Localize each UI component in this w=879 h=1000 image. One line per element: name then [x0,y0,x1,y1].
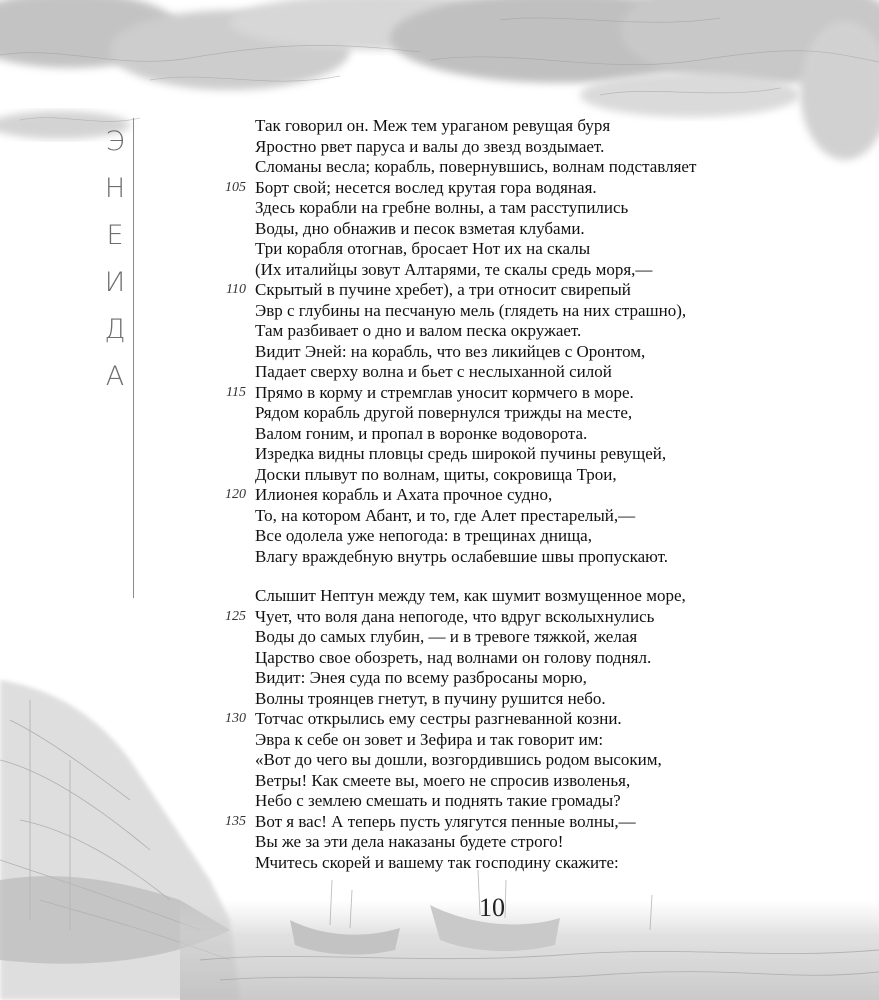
verse-line-text: Валом гоним, и пропал в воронке водоворота. [255,423,588,443]
verse-line [0,526,879,547]
verse-line [0,485,879,506]
verse-line [0,547,879,568]
verse-line-text: Рядом корабль другой повернулся трижды на месте, [255,403,633,422]
verse-line [0,730,879,751]
verse-line-text: Яростно рвет паруса и валы до звезд воздымает. [255,136,605,156]
verse-line [0,137,879,158]
verse-line-text: Волны троянцев гнетут, в пучину рушится небо. [255,688,606,708]
verse-line [0,627,879,648]
verse-line [0,301,879,322]
verse-line-text: Вот я вас! А теперь пусть улягутся пенные волны,— [255,811,636,831]
verse-line-text: Илионея корабль и Ахата прочное судно, [255,485,553,504]
running-title-letter: Е [106,220,124,251]
verse-line [0,791,879,812]
verse-line [0,668,879,689]
verse-line-text: Слышит Нептун между тем, как шумит возмущенное море, [255,586,686,605]
verse-line [0,321,879,342]
verse-line-text: Скрытый в пучине хребет), а три относит свирепый [255,280,631,299]
verse-line [0,832,879,853]
verse-line [0,157,879,178]
line-number: 130 [225,711,246,726]
running-title-letter: И [104,267,126,298]
verse-line [0,383,879,404]
verse-line [0,607,879,628]
verse-line [0,771,879,792]
line-number: 125 [225,608,246,624]
verse-line-text: Тотчас открылись ему сестры разгневанной козни. [255,709,622,728]
verse-line-text: Все одолела уже непогода: в трещинах днища, [255,526,592,545]
verse-line-text: Изредка видны пловцы средь широкой пучины ревущей, [255,444,667,463]
verse-line-text: Эвра к себе он зовет и Зефира и так говорит им: [255,729,604,749]
verse-line [0,586,879,607]
verse-line [0,260,879,281]
verse-line-text: Здесь корабли на гребне волны, а там расступились [255,198,629,217]
verse-line [0,116,879,137]
verse-text [0,116,879,873]
verse-line [0,342,879,363]
verse-line [0,709,879,730]
verse-line-text: Влагу враждебную внутрь ослабевшие швы пропускают. [255,546,668,566]
running-title-letter: Э [105,126,125,157]
verse-line [0,853,879,874]
verse-line-text: Видит: Энея суда по всему разбросаны морю, [255,668,587,687]
verse-line-text: Три корабля отогнав, бросает Нот их на скалы [255,239,591,258]
sea-boats [180,870,879,1000]
verse-line [0,198,879,219]
verse-line-text: Так говорил он. Меж тем ураганом ревущая буря [255,116,611,135]
verse-line [0,219,879,240]
verse-line-text: Вы же за эти дела наказаны будете строго! [255,832,564,851]
verse-line [0,362,879,383]
verse-line [0,750,879,771]
verse-line [0,424,879,445]
verse-line-text: То, на котором Абант, и то, где Алет престарелый,— [255,505,636,525]
verse-line [0,689,879,710]
line-number: 120 [225,487,246,502]
verse-line [0,648,879,669]
running-title-letter: А [105,361,125,392]
verse-line-text: Прямо в корму и стремглав уносит кормчего в море. [255,382,634,402]
verse-line-text: Воды, дно обнажив и песок взметая клубами. [255,218,585,238]
line-number: 105 [225,179,246,195]
verse-line-text: Чует, что воля дана непогоде, что вдруг всколыхнулись [255,606,655,626]
line-number: 110 [226,282,246,297]
verse-line [0,239,879,260]
running-title-letter: Н [104,173,126,204]
verse-line-text: Мчитесь скорей и вашему так господину скажите: [255,852,619,872]
verse-line [0,812,879,833]
verse-line [0,178,879,199]
page-number: 10 [479,893,505,922]
verse-line-text: Небо с землею смешать и поднять такие громады? [255,791,621,810]
running-title-letter: Д [104,314,126,345]
verse-line-text: Сломаны весла; корабль, повернувшись, волнам подставляет [255,157,697,176]
verse-line-text: Ветры! Как смеете вы, моего не спросив изволенья, [255,770,631,790]
verse-line-text: Воды до самых глубин, — и в тревоге тяжкой, желая [255,627,638,646]
verse-line-text: «Вот до чего вы дошли, возгордившись родом высоким, [255,750,662,769]
verse-line [0,465,879,486]
verse-line-text: Царство свое обозреть, над волнами он голову поднял. [255,647,652,667]
line-number: 115 [226,384,246,400]
verse-line-text: Эвр с глубины на песчаную мель (глядеть на них страшно), [255,300,687,320]
verse-line-text: Доски плывут по волнам, щиты, сокровища Трои, [255,464,617,484]
stanza-gap [0,567,879,586]
verse-line-text: Видит Эней: на корабль, что вез ликийцев с Оронтом, [255,341,646,361]
verse-line-text: Падает сверху волна и бьет с неслыханной силой [255,362,612,381]
verse-line [0,403,879,424]
verse-line-text: Борт свой; несется вослед крутая гора водяная. [255,177,597,197]
verse-line [0,280,879,301]
verse-line [0,506,879,527]
verse-line-text: Там разбивает о дно и валом песка окружает. [255,321,582,340]
verse-line [0,444,879,465]
verse-line-text: (Их италийцы зовут Алтарями, те скалы средь моря,— [255,259,653,279]
line-number: 135 [225,813,246,829]
